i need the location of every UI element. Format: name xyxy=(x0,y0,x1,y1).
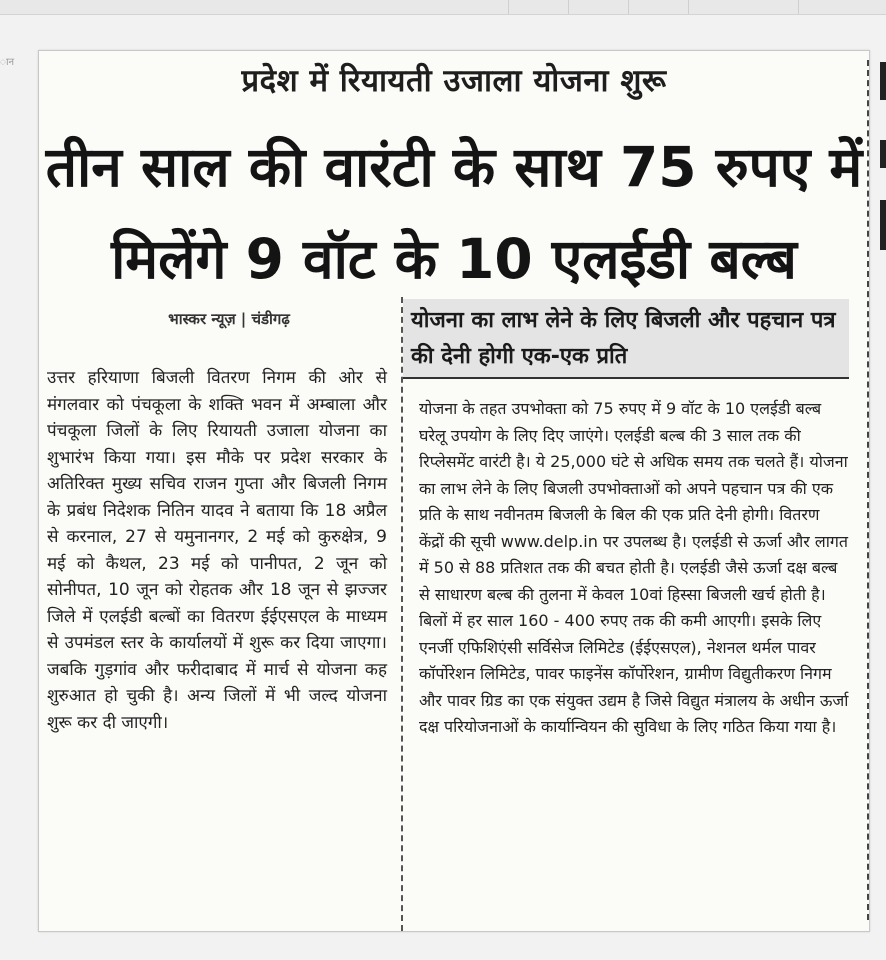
adjacent-article-divider xyxy=(867,60,869,920)
viewer-toolbar xyxy=(0,0,886,15)
subheading-box: योजना का लाभ लेने के लिए बिजली और पहचान पत्र की देनी होगी एक-एक प्रति xyxy=(403,299,849,379)
toolbar-segment[interactable] xyxy=(568,0,629,14)
article-left-column: उत्तर हरियाणा बिजली वितरण निगम की ओर से मंगलवार को पंचकूला के शक्ति भवन में अम्बाला और पंचकूला जिलों के लिए रियायती उजाला योजना का शुभारंभ किया गया। इस मौके पर प्रदेश सरकार के अतिरिक्त मुख्य सचिव राजन गुप्ता और बिजली निगम के प्रबंध निदेशक नितिन यादव ने बताया कि 18 अप्रैल से करनाल, 27 से यमुनानगर, 2 मई को कुरुक्षेत्र, 9 मई को कैथल, 23 मई को पानीपत, 2 जून को सोनीपत, 10 जून को रोहतक और 18 जून से झज्जर जिले में एलईडी बल्बों का वितरण ईईएसएल के माध्यम से उपमंडल स्तर के कार्यालयों में शुरू कर दिया जाएगा। जबकि गुड़गांव और फरीदाबाद में मार्च से योजना कह शुरुआत हो चुकी है। अन्य जिलों में भी जल्द योजना शुरू कर दी जाएगी। xyxy=(47,368,387,733)
kicker-headline: प्रदेश में रियायती उजाला योजना शुरू xyxy=(241,63,667,99)
article-right-column: योजना के तहत उपभोक्ता को 75 रुपए में 9 वॉट के 10 एलईडी बल्ब घरेलू उपयोग के लिए दिए जाएंगे। एलईडी बल्ब की 3 साल तक की रिप्लेसमेंट वारंटी है। ये 25,000 घंटे से अधिक समय तक चलते हैं। योजना का लाभ लेने के लिए बिजली उपभोक्ताओं को अपने पहचान पत्र की एक प्रति के साथ नवीनतम बिजली के बिल की एक प्रति देनी होगी। वितरण केंद्रों की सूची www.delp.in पर उपलब्ध है। एलईडी से ऊर्जा और लागत में 50 से 88 प्रतिशत तक की बचत होती है। एलईडी जैसे ऊर्जा दक्ष बल्ब से साधारण बल्ब की तुलना में केवल 10वां हिस्सा बिजली खर्च होती है। बिलों में हर साल 160 - 400 रुपए तक की कमी आएगी। इसके लिए एनर्जी एफिशिएंसी सर्विसेज लिमिटेड (ईईएसएल), नेशनल थर्मल पावर कॉर्पोरेशन लिमिटेड, पावर फाइनेंस कॉर्पोरेशन, ग्रामीण विद्युतीकरण निगम और पावर ग्रिड का एक संयुक्त उद्यम है जिसे विद्युत मंत्रालय के अधीन ऊर्जा दक्ष परियोजनाओं के कार्यान्वियन की सुविधा के लिए गठित किया गया है। xyxy=(419,399,849,736)
newspaper-clipping xyxy=(38,50,870,932)
toolbar-segment[interactable] xyxy=(508,0,569,14)
toolbar-segment[interactable] xyxy=(798,0,886,14)
byline: भास्कर न्यूज़ | चंडीगढ़ xyxy=(168,310,290,328)
adjacent-text-fragment: ान xyxy=(0,57,15,68)
adjacent-article-fragment xyxy=(876,60,886,920)
toolbar-segment[interactable] xyxy=(688,0,799,14)
column-divider xyxy=(401,297,403,931)
main-headline: तीन साल की वारंटी के साथ 75 रुपए में मिलेंगे 9 वॉट के 10 एलईडी बल्ब xyxy=(45,135,863,291)
toolbar-segment[interactable] xyxy=(628,0,689,14)
